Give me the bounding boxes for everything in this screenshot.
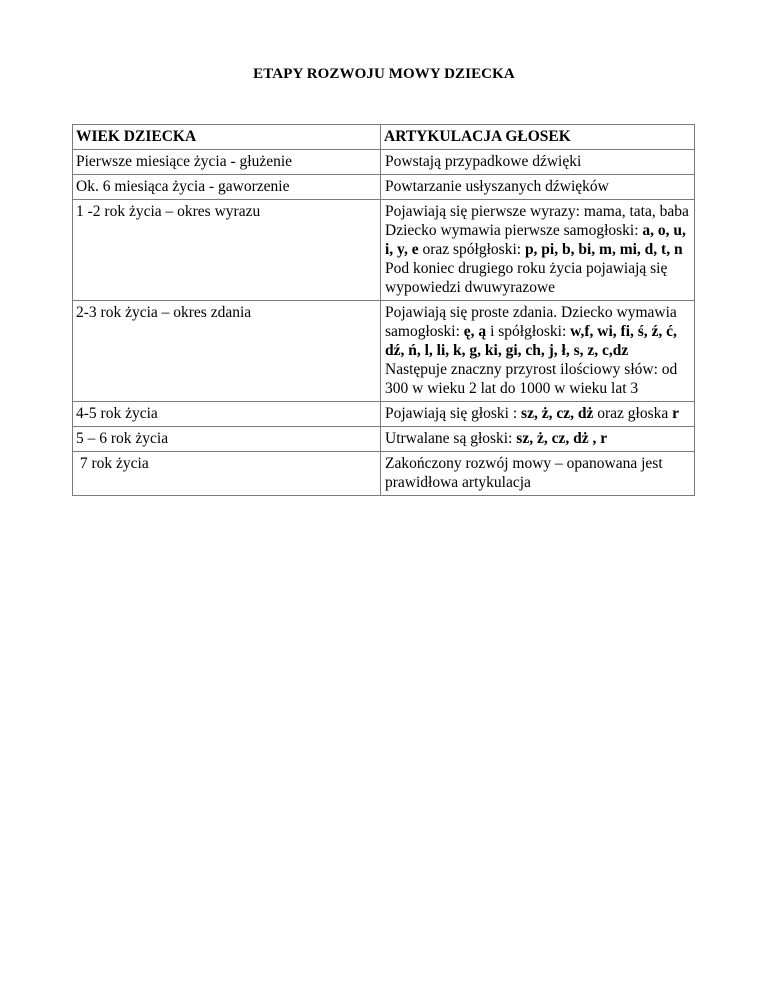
sound-list: sz, ż, cz, dż: [521, 405, 594, 422]
articulation-paragraph: [385, 177, 692, 196]
articulation-paragraph: [385, 404, 692, 423]
cell-articulation: [381, 402, 695, 427]
sound-list: r: [672, 405, 680, 422]
table-row: [73, 402, 695, 427]
articulation-paragraph: [385, 429, 692, 448]
articulation-paragraph: [385, 303, 692, 360]
cell-articulation: [381, 452, 695, 496]
articulation-paragraph: [385, 152, 692, 171]
table-row: [73, 150, 695, 175]
text-run: Dziecko wymawia pierwsze samogłoski:: [385, 222, 643, 239]
cell-age: Pierwsze miesiące życia - głużenie: [73, 150, 381, 175]
table-body: [73, 150, 695, 496]
articulation-paragraph: [385, 454, 692, 492]
text-run: oraz spółgłoski:: [418, 241, 525, 258]
articulation-paragraph: [385, 360, 692, 398]
text-run: Pojawiają się proste zdania. Dziecko wymawia samogłoski:: [385, 304, 677, 340]
table-row: [73, 175, 695, 200]
table-row: [73, 200, 695, 301]
articulation-paragraph: [385, 259, 692, 297]
cell-age: 5 – 6 rok życia: [73, 427, 381, 452]
text-run: oraz głoska: [593, 405, 673, 422]
speech-stages-table: [72, 124, 695, 496]
text-run: Utrwalane są głoski:: [385, 430, 517, 447]
text-run: Pod koniec drugiego roku życia pojawiają się wypowiedzi dwuwyrazowe: [385, 260, 668, 296]
text-run: Pojawiają się głoski :: [385, 405, 522, 422]
table-row: [73, 452, 695, 496]
articulation-paragraph: [385, 202, 692, 221]
table-header: [73, 125, 695, 150]
cell-articulation: [381, 301, 695, 402]
header-age: WIEK DZIECKA: [73, 125, 381, 150]
text-run: Zakończony rozwój mowy – opanowana jest prawidłowa artykulacja: [385, 455, 663, 491]
header-row: [73, 125, 695, 150]
sound-list: ę, ą: [463, 323, 487, 340]
text-run: Powstają przypadkowe dźwięki: [385, 153, 582, 170]
cell-age: 2-3 rok życia – okres zdania: [73, 301, 381, 402]
cell-articulation: [381, 200, 695, 301]
cell-age: 4-5 rok życia: [73, 402, 381, 427]
cell-age: 1 -2 rok życia – okres wyrazu: [73, 200, 381, 301]
text-run: i spółgłoski:: [486, 323, 571, 340]
cell-articulation: [381, 427, 695, 452]
page-title: ETAPY ROZWOJU MOWY DZIECKA: [253, 66, 515, 82]
cell-articulation: [381, 150, 695, 175]
text-run: Następuje znaczny przyrost ilościowy słów: od 300 w wieku 2 lat do 1000 w wieku lat 3: [385, 361, 678, 397]
table-row: [73, 427, 695, 452]
cell-articulation: [381, 175, 695, 200]
sound-list: p, pi, b, bi, m, mi, d, t, n: [524, 241, 683, 258]
sound-list: sz, ż, cz, dż , r: [516, 430, 608, 447]
header-articulation: ARTYKULACJA GŁOSEK: [381, 125, 695, 150]
articulation-paragraph: [385, 221, 692, 259]
table-row: [73, 301, 695, 402]
cell-age: Ok. 6 miesiąca życia - gaworzenie: [73, 175, 381, 200]
sound-list: a, o, u, i, y, e: [385, 222, 686, 258]
text-run: Powtarzanie usłyszanych dźwięków: [385, 178, 609, 195]
cell-age: 7 rok życia: [73, 452, 381, 496]
text-run: Pojawiają się pierwsze wyrazy: mama, tata, baba: [385, 203, 689, 220]
sound-list: w,f, wi, fi, ś, ź, ć, dź, ń, l, li, k, g, ki, gi, ch, j, ł, s, z, c,dz: [385, 323, 677, 359]
